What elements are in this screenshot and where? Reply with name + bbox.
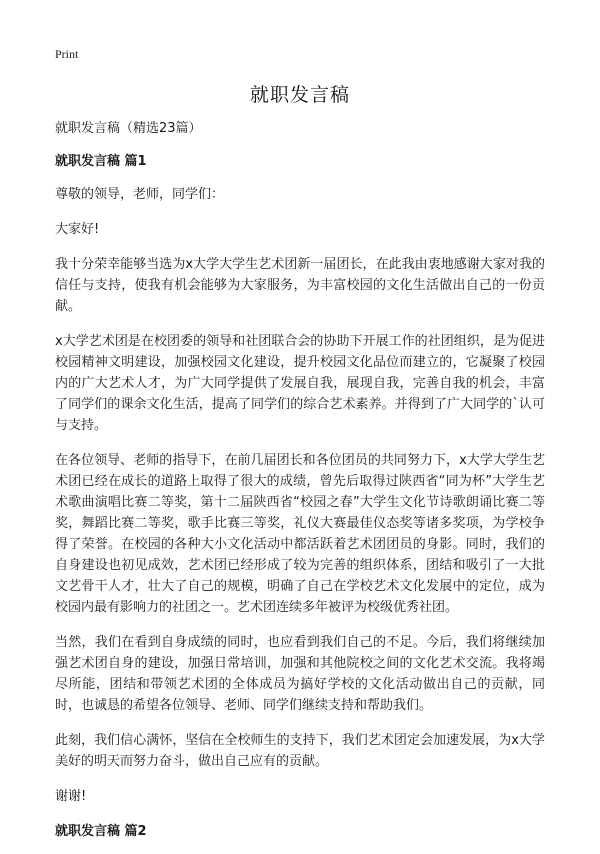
- document-subtitle: 就职发言稿（精选23篇）: [55, 121, 202, 136]
- paragraph: 当然，我们在看到自身成绩的同时，也应看到我们自己的不足。今后，我们将继续加强艺术团自身的建设，加强日常培训，加强和其他院校之间的文化艺术交流。我将竭尽所能，团结和带领艺术团的全体成员为搞好学校的文化活动做出自己的贡献，同时，也诚恳的希望各位领导、老师、同学们继续支持和帮助我们。: [55, 635, 545, 713]
- section-heading-2: 就职发言稿 篇2: [55, 824, 147, 839]
- closing: 谢谢!: [55, 789, 87, 804]
- paragraph: 此刻，我们信心满怀，坚信在全校师生的支持下，我们艺术团定会加速发展，为x大学美好的明天而努力奋斗，做出自己应有的贡献。: [55, 733, 545, 769]
- salutation: 尊敬的领导，老师，同学们：: [55, 187, 225, 202]
- page-title: 就职发言稿: [249, 84, 350, 106]
- paragraph: x大学艺术团是在校团委的领导和社团联合会的协助下开展工作的社团组织，是为促进校园精神文明建设，加强校园文化建设，提升校园文化品位而建立的，它凝聚了校园内的广大艺术人才，为广大同学提供了发展自我，展现自我，完善自我的机会，丰富了同学们的课余文化生活，提高了同学们的综合艺术素养。并得到了广大同学的`认可与支持。: [55, 334, 545, 433]
- paragraph: 我十分荣幸能够当选为x大学大学生艺术团新一届团长，在此我由衷地感谢大家对我的信任与支持，使我有机会能够为大家服务，为丰富校园的文化生活做出自己的一份贡献。: [55, 257, 545, 314]
- paragraph: 在各位领导、老师的指导下，在前几届团长和各位团员的共同努力下，x大学大学生艺术团已经在成长的道路上取得了很大的成绩，曾先后取得过陕西省“同为杯”大学生艺术歌曲演唱比赛二等奖，第十二届陕西省“校园之春”大学生文化节诗歌朗诵比赛二等奖，舞蹈比赛二等奖，歌手比赛三等奖，礼仪大赛最佳仪态奖等诸多奖项，为学校争得了荣誉。在校园的各种大小文化活动中都活跃着艺术团团员的身影。同时，我们的自身建设也初见成效，艺术团已经形成了较为完善的组织体系，团结和吸引了一大批文艺骨干人才，壮大了自己的规模，明确了自己在学校艺术文化发展中的定位，成为校园内最有影响力的社团之一。艺术团连续多年被评为校级优秀社团。: [55, 453, 545, 615]
- section-heading-1: 就职发言稿 篇1: [55, 154, 147, 169]
- print-label[interactable]: Print: [55, 47, 79, 61]
- document-body: [55, 118, 545, 854]
- greeting: 大家好!: [55, 222, 100, 237]
